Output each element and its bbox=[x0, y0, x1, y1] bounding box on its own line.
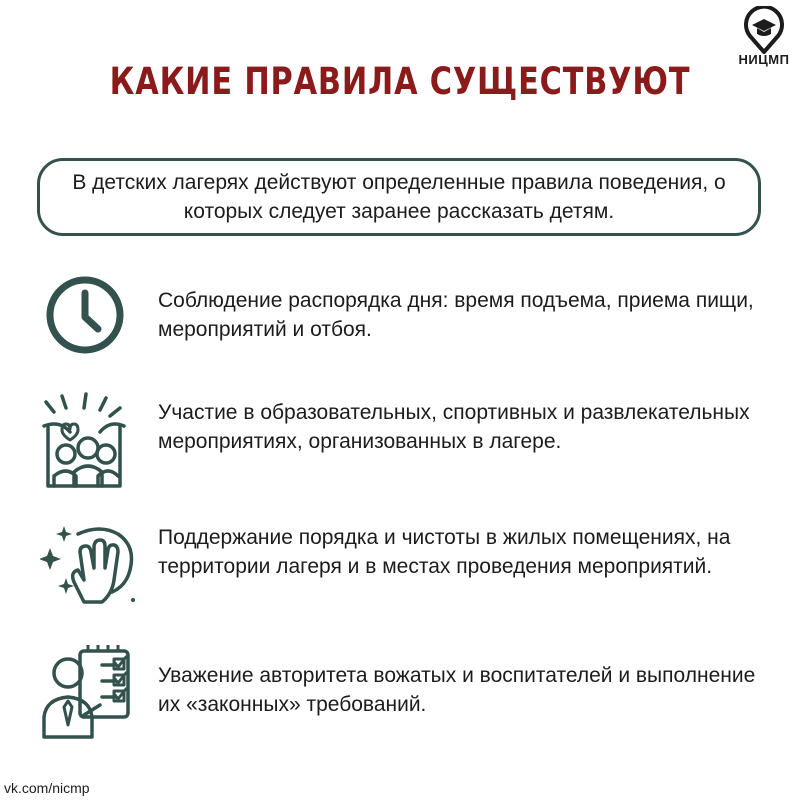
page-title: КАКИЕ ПРАВИЛА СУЩЕСТВУЮТ bbox=[109, 60, 691, 103]
counselor-checklist-icon bbox=[40, 645, 135, 740]
intro-box: В детских лагерях действуют определенные правила поведения, о которых следует заранее рассказать детям. bbox=[37, 158, 761, 236]
footer-link[interactable]: vk.com/nicmp bbox=[4, 780, 90, 796]
logo bbox=[734, 6, 794, 70]
rule-text: Участие в образовательных, спортивных и развлекательных мероприятиях, организованных в лагере. bbox=[158, 401, 750, 453]
graduation-cap-pin-icon bbox=[742, 6, 786, 54]
clock-icon bbox=[40, 275, 130, 365]
rule-text: Поддержание порядка и чистоты в жилых помещениях, на территории лагеря и в местах проведения мероприятий. bbox=[158, 526, 731, 578]
rule-text: Уважение авторитета вожатых и воспитателей и выполнение их «законных» требований. bbox=[158, 664, 756, 716]
cleaning-hand-icon bbox=[40, 520, 140, 610]
group-activity-icon bbox=[40, 392, 130, 492]
logo-text: НИЦМП bbox=[738, 52, 790, 67]
rule-text: Соблюдение распорядка дня: время подъема, приема пищи, мероприятий и отбоя. bbox=[158, 289, 754, 341]
